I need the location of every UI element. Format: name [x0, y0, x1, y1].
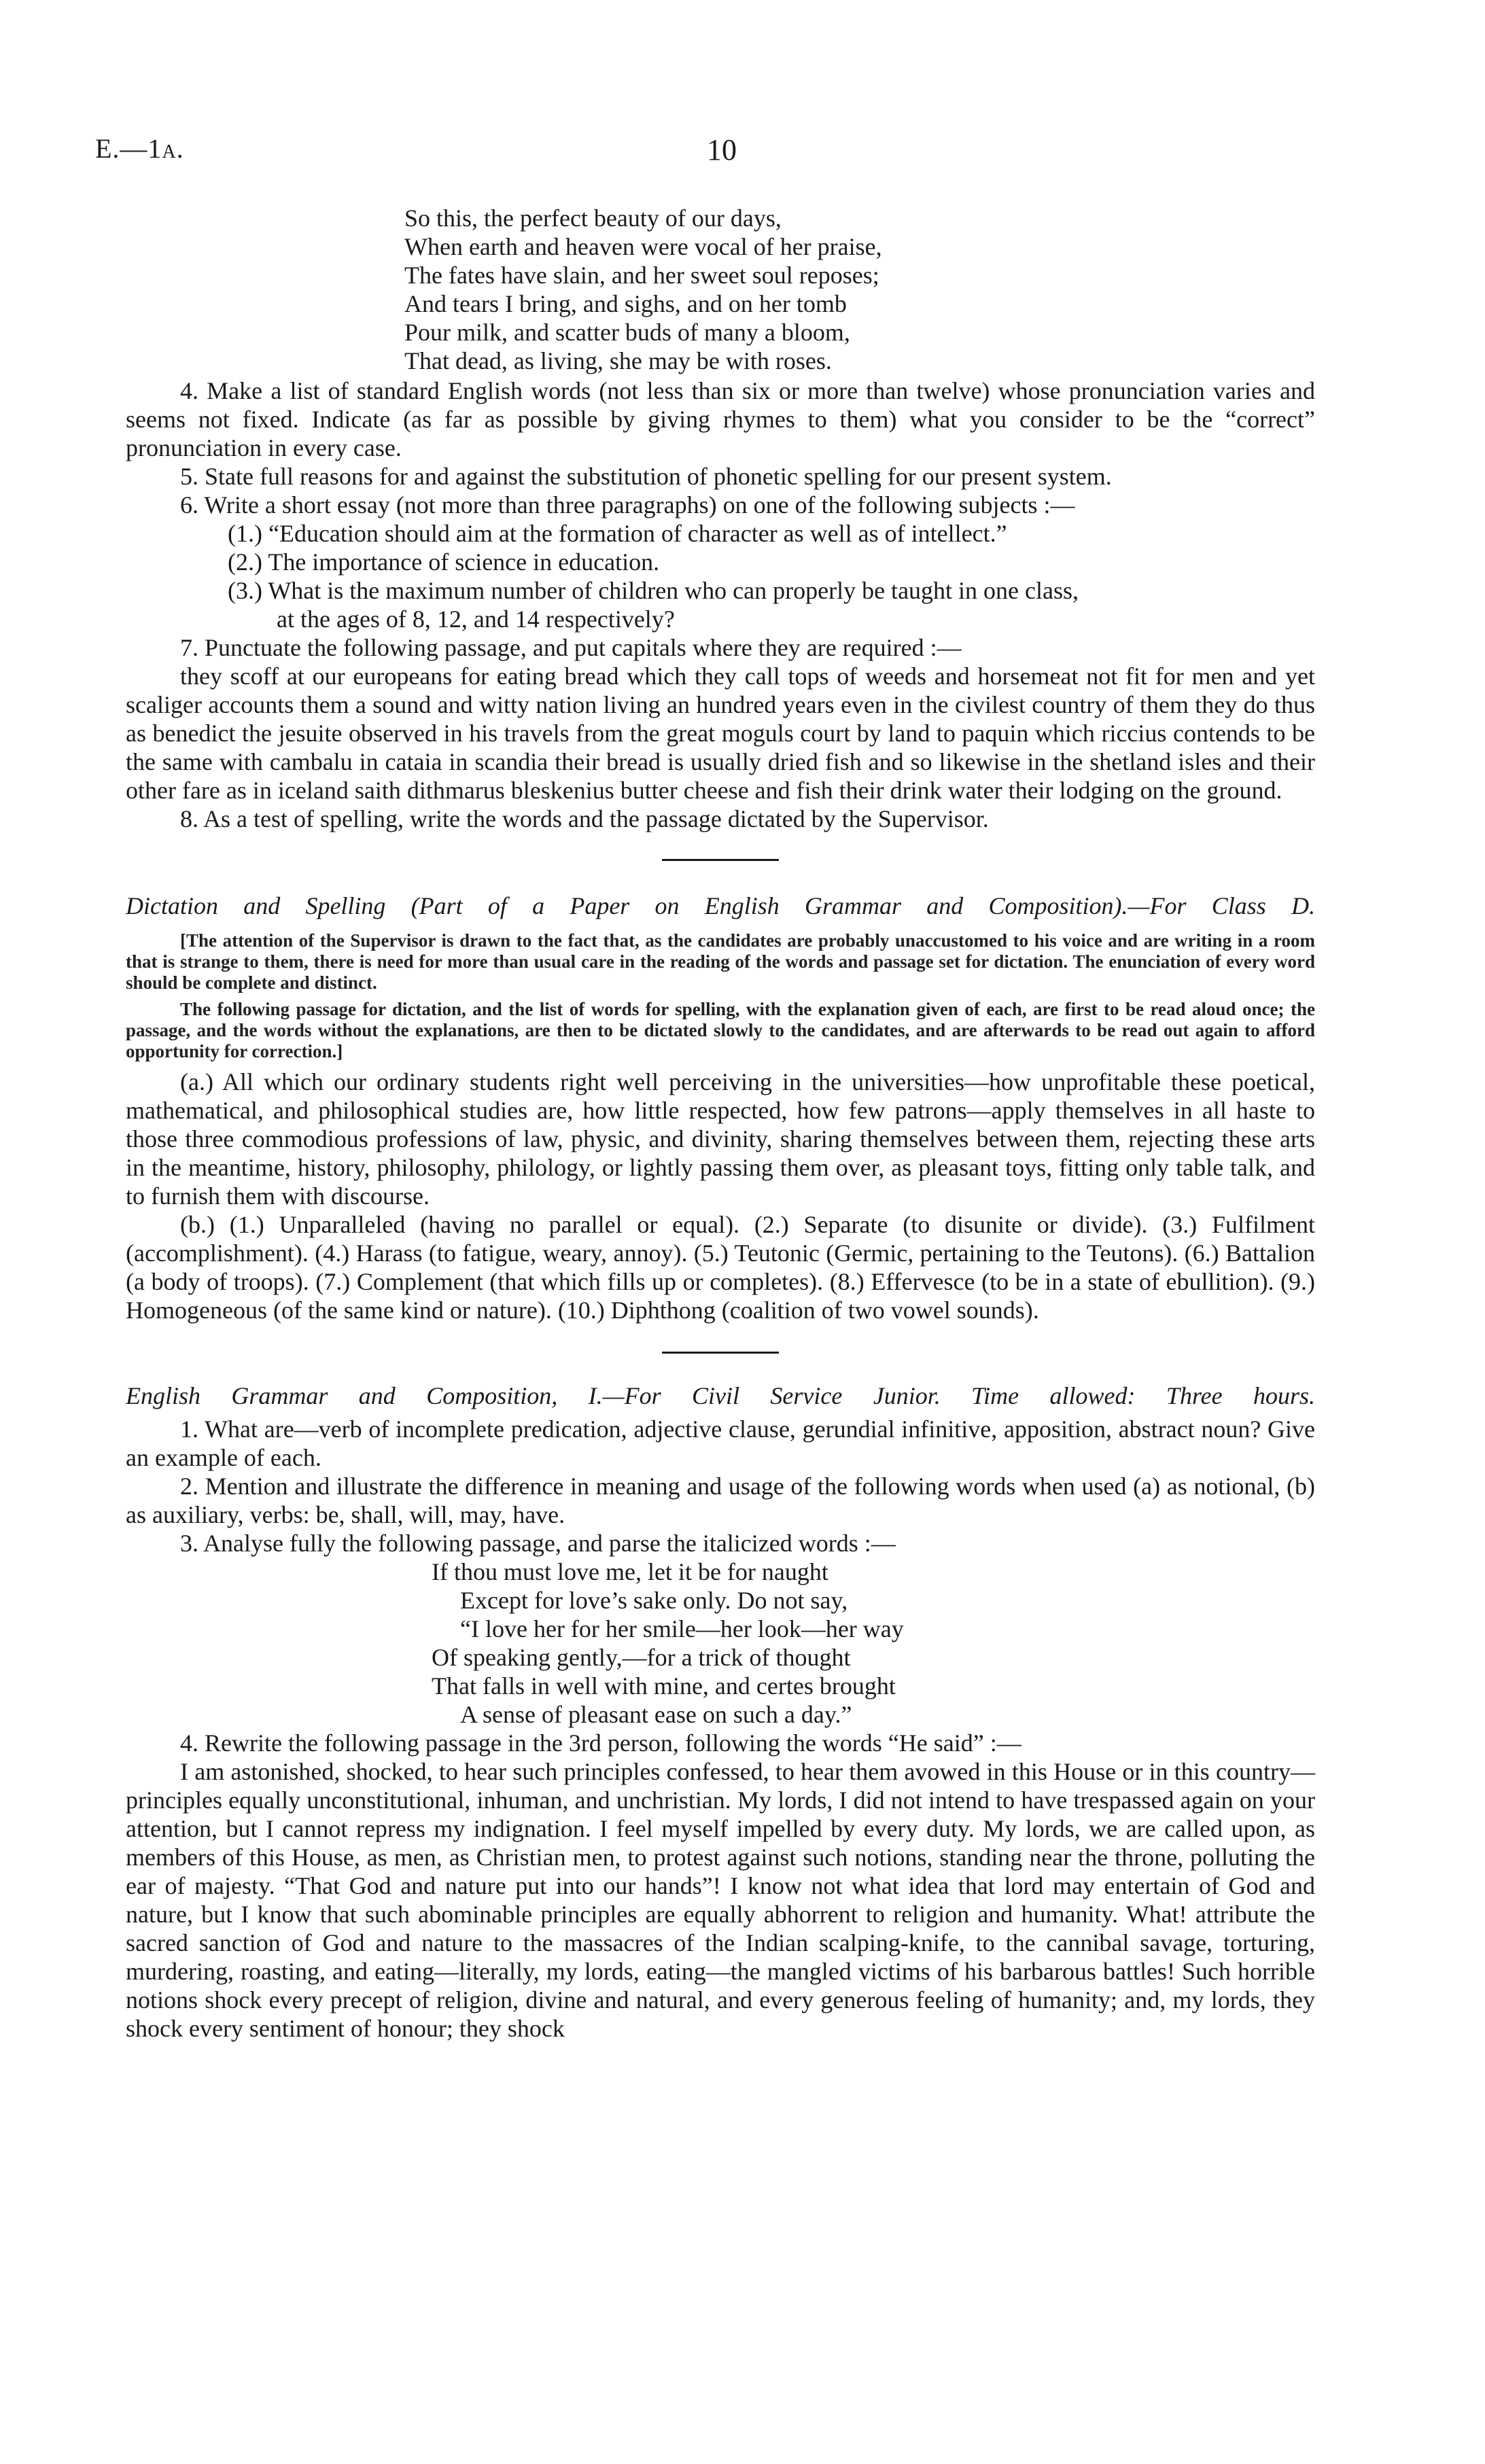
question-8: 8. As a test of spelling, write the words and the passage dictated by the Supervisor.	[180, 805, 989, 832]
question-6: 6. Write a short essay (not more than three paragraphs) on one of the following subjects :—	[180, 491, 1075, 518]
poem-line: “I love her for her smile—her look—her way	[460, 1615, 904, 1642]
section-divider	[662, 1352, 779, 1354]
dictation-section-title: Dictation and Spelling (Part of a Paper on English Grammar and Composition).—For Class D.	[126, 892, 1315, 919]
poem-verse-2	[126, 1557, 1315, 1729]
question-6-option-continued: at the ages of 8, 12, and 14 respectively?	[277, 605, 675, 633]
poem-line: A sense of pleasant ease on such a day.”	[460, 1701, 852, 1728]
grammar-question-2: 2. Mention and illustrate the difference in meaning and usage of the following words when used (a) as notional, (b) as auxiliary, verbs: be, shall, will, may, have.	[126, 1473, 1315, 1528]
grammar-question-1: 1. What are—verb of incomplete predication, adjective clause, gerundial infinitive, apposition, abstract noun? Give an example of each.	[126, 1415, 1315, 1471]
question-4: 4. Make a list of standard English words (not less than six or more than twelve) whose pronunciation varies and seems not fixed. Indicate (as far as possible by giving rhymes to them) what you consider to be the “correct” pronunciation in every case.	[126, 377, 1315, 461]
page-number: 10	[707, 133, 737, 166]
supervisor-note: [The attention of the Supervisor is drawn to the fact that, as the candidates are probably unaccustomed to his voice and are writing in a room that is strange to them, there is need for more than usual care in the reading of the words and passage set for dictation. The enunciation of every word should be complete and distinct.	[126, 930, 1315, 993]
series-label: E.—1a.	[95, 133, 184, 164]
question-6-option: (3.) What is the maximum number of children who can properly be taught in one class,	[228, 577, 1079, 604]
question-6-option: (2.) The importance of science in education.	[228, 548, 660, 576]
poem-line: The fates have slain, and her sweet soul reposes;	[404, 262, 879, 289]
section-divider	[662, 859, 779, 861]
punctuation-passage: they scoff at our europeans for eating bread which they call tops of weeds and horsemeat not fit for men and yet scaliger accounts them a sound and witty nation living an hundred years even in the civilest country of them they do thus as benedict the jesuite observed in his travels from the great moguls court by land to paquin which riccius contends to be the same with cambalu in cataia in scandia their bread is usually dried fish and so likewise in the shetland isles and their other fare as in iceland saith dithmarus bleskenius butter cheese and fish their drink water their lodging on the ground.	[126, 663, 1315, 804]
poem-line: That falls in well with mine, and certes brought	[432, 1672, 896, 1700]
poem-line: Except for love’s sake only. Do not say,	[460, 1587, 848, 1614]
poem-line: And tears I bring, and sighs, and on her tomb	[404, 290, 847, 317]
question-5: 5. State full reasons for and against the substitution of phonetic spelling for our present system.	[180, 463, 1112, 490]
poem-line: That dead, as living, she may be with roses.	[404, 347, 832, 374]
grammar-section-title: English Grammar and Composition, I.—For Civil Service Junior. Time allowed: Three hours.	[126, 1382, 1315, 1409]
dictation-passage: (a.) All which our ordinary students right well perceiving in the universities—how unprofitable these poetical, mathematical, and philosophical studies are, how little respected, how few patrons—apply themselves in all haste to those three commodious professions of law, physic, and divinity, sharing themselves between them, rejecting these arts in the meantime, history, philosophy, philology, or lightly passing them over, as pleasant toys, fitting only table talk, and to furnish them with discourse.	[126, 1068, 1315, 1210]
dictation-instructions: The following passage for dictation, and the list of words for spelling, with the explanation given of each, are first to be read aloud once; the passage, and the words without the explanations, are then to be dictated slowly to the candidates, and are afterwards to be read out again to afford opportunity for correction.]	[126, 999, 1315, 1061]
page-body	[126, 129, 1315, 2043]
poem-line: Pour milk, and scatter buds of many a bloom,	[404, 319, 850, 346]
spelling-words: (b.) (1.) Unparalleled (having no parallel or equal). (2.) Separate (to disunite or divide). (3.) Fulfilment (accomplishment). (4.) Harass (to fatigue, weary, annoy). (5.) Teutonic (Germic, pertaining to the Teutons). (6.) Battalion (a body of troops). (7.) Complement (that which fills up or completes). (8.) Effervesce (to be in a state of ebullition). (9.) Homogeneous (of the same kind or nature). (10.) Diphthong (coalition of two vowel sounds).	[126, 1211, 1315, 1324]
poem-verse-1	[126, 204, 1315, 375]
question-7: 7. Punctuate the following passage, and put capitals where they are required :—	[180, 634, 962, 661]
poem-line: Of speaking gently,—for a trick of thought	[432, 1644, 851, 1671]
poem-line: When earth and heaven were vocal of her praise,	[404, 233, 882, 260]
grammar-question-3: 3. Analyse fully the following passage, and parse the italicized words :—	[180, 1530, 896, 1557]
poem-line: So this, the perfect beauty of our days,	[404, 205, 782, 232]
question-6-option: (1.) “Education should aim at the formation of character as well as of intellect.”	[228, 520, 1007, 547]
grammar-question-4: 4. Rewrite the following passage in the 3rd person, following the words “He said” :—	[180, 1729, 1021, 1757]
rewrite-passage: I am astonished, shocked, to hear such principles confessed, to hear them avowed in this House or in this country—principles equally unconstitutional, inhuman, and unchristian. My lords, I did not intend to have trespassed again on your attention, but I cannot repress my indignation. I feel myself impelled by every duty. My lords, we are called upon, as members of this House, as men, as Christian men, to protest against such notions, standing near the throne, polluting the ear of majesty. “That God and nature put into our hands”! I know not what idea that lord may entertain of God and nature, but I know that such abominable principles are equally abhorrent to religion and humanity. What! attribute the sacred sanction of God and nature to the massacres of the Indian scalping-knife, to the cannibal savage, torturing, murdering, roasting, and eating—literally, my lords, eating—the mangled victims of his barbarous battles! Such horrible notions shock every precept of religion, divine and natural, and every generous feeling of humanity; and, my lords, they shock every sentiment of honour; they shock	[126, 1758, 1315, 2042]
poem-line: If thou must love me, let it be for naught	[432, 1558, 828, 1585]
